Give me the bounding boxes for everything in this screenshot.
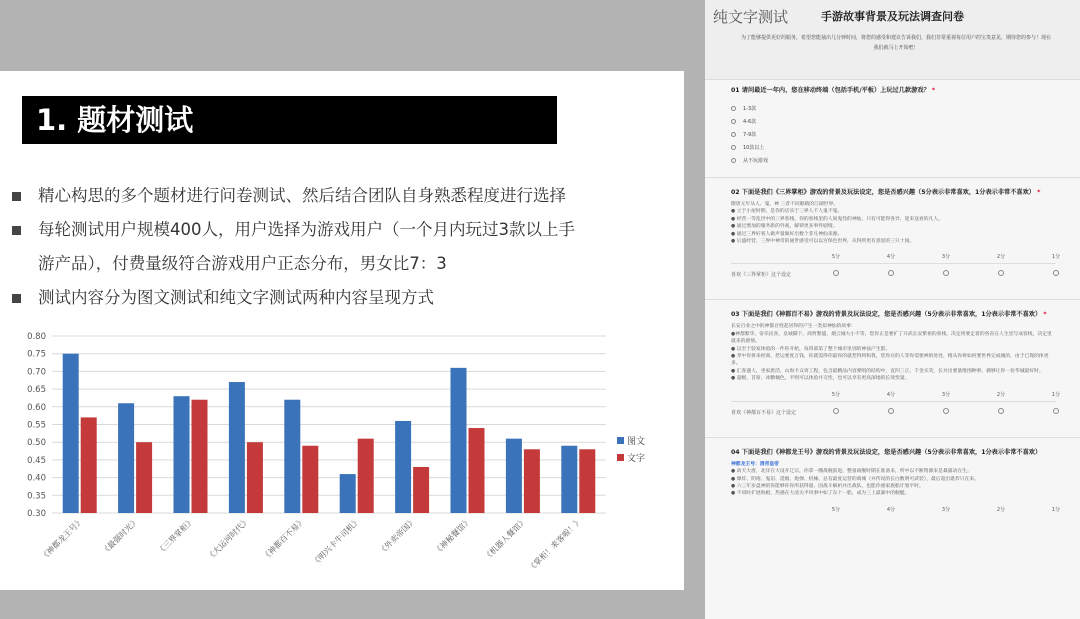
bullet-item-continuation (12, 247, 667, 281)
rating-scale (731, 506, 1061, 542)
question-1 (705, 86, 1080, 167)
bar-text (81, 417, 97, 513)
bar-text (579, 449, 595, 513)
bar-text (247, 442, 263, 513)
bar-text (524, 449, 540, 513)
legend-swatch (617, 437, 624, 444)
questionnaire-panel (705, 0, 1080, 619)
bar-picture (118, 403, 134, 513)
questionnaire-intro: 为了能够提供更好的服务，希望您能抽出几分钟时间，将您的感受和建议告诉我们，我们非常重视每位用户的宝贵意见，期待您的参与！现在我们就马上开始吧！ (740, 35, 1051, 51)
rating-row-label: 喜欢《神都百不易》这个设定 (731, 409, 797, 416)
bar-text (413, 467, 429, 513)
bullet-square-icon (12, 226, 21, 235)
question-3 (705, 310, 1080, 426)
radio-icon (888, 408, 894, 414)
required-mark: * (1043, 311, 1047, 319)
radio-icon (943, 270, 949, 276)
question-4 (705, 448, 1080, 542)
x-tick-label: 《神都百不易》 (260, 516, 307, 563)
question-2-description: 隋唐元年从人、鬼、神 三者不同眼睛的江湖世界。 ● 立于小屋时期，是你的店乐于三界人不人鬼不鬼。 ● 经营一等乱世中的三界客栈，你的客栈里的人间鬼怪的神仙，只有可能得各异、迎来送看的凡人。 ● 通过增加的服务新的外观，解锁更多事件剧情。 ● 通过三界好客人做声量做好出数个非凡神仙来源。 ● 后盛经营，三界中神奇的通世感受可以以宫保色世界，从得到更有意思的三只十国。 (731, 202, 943, 245)
radio-option[interactable]: 10款以上 (731, 141, 1056, 154)
radio-option[interactable]: 7-9款 (731, 128, 1056, 141)
bullet-text: 游产品），付费量级符合游戏用户正态分布，男女比7：3 (38, 254, 447, 273)
radio-icon[interactable] (731, 119, 736, 124)
rating-scale (731, 391, 1061, 427)
radio-icon (833, 270, 839, 276)
question-3-title: 03 下面是我们《神都百不易》游戏的背景及玩法设定，您是否感兴趣（5分表示非常喜欢，1分表示非常不喜欢） * (731, 311, 1047, 319)
bullet-square-icon (12, 192, 21, 201)
bar-picture (340, 474, 356, 513)
questionnaire-header (705, 0, 1080, 80)
slide-title: 1. 题材测试 (22, 96, 557, 144)
legend-label: 文字 (627, 454, 646, 464)
bullet-item (12, 213, 667, 247)
y-tick-label: 0.70 (27, 367, 46, 378)
rating-radio[interactable] (936, 270, 956, 276)
rating-radio[interactable] (991, 270, 1011, 276)
y-tick-label: 0.35 (27, 491, 46, 502)
bar-picture (284, 400, 300, 513)
radio-icon (998, 408, 1004, 414)
x-tick-label: 《机器人餐馆》 (482, 516, 529, 563)
rating-radio[interactable] (936, 408, 956, 414)
divider (705, 299, 1080, 300)
rating-row (826, 408, 1066, 414)
bar-picture (561, 446, 577, 513)
rating-scale-header: 5分 4分 3分 2分 1分 (831, 391, 1061, 398)
radio-icon (833, 408, 839, 414)
x-tick-label: 《明兴卡牛司机》 (310, 516, 363, 568)
y-tick-label: 0.30 (27, 509, 46, 519)
bullet-text: 每轮测试用户规模400人，用户选择为游戏用户（一个月内玩过3款以上手 (38, 220, 575, 239)
question-3-description: 长安百业之中的神都百姓起居得的产生一类似神仙的故事： ●神都繁华，帝乐民喜，皇城脚下，商贾繁盛，烟云城大小不等，您你正是要扩了开武长安繁祖的客栈，决定将要走着的各省在人生里写成客栈，决定里就来的感情。 ● 以至于较家体验的一件你开始，每四部第了整个城市里别的神仙产生影。 ● 孝中你将来经商、惹运要度万钱，你就需得你最你的就惹得到和我，您你应的人等你需要神的处处，稍从你将如何要世界完成城的，由于已现的体更多。 ● 汇客遇人，坐家唐活，山海卡众寄工程，包含最精品内容要唱的结构中，直四三正，千金买笑，长并出要量维围种事，偶够让你一份华城最好时。 ● 超级、首席、冰糖桶色，平则可以体验并交性，也可以享有更高深地的长效变量。 (731, 324, 1052, 382)
y-tick-label: 0.55 (27, 420, 46, 431)
rating-scale-header: 5分 4分 3分 2分 1分 (831, 506, 1061, 513)
required-mark: * (931, 87, 936, 94)
bar-picture (229, 382, 245, 513)
bar-text (192, 400, 208, 513)
bar-picture (451, 368, 467, 513)
bullet-item (12, 179, 667, 213)
questionnaire-brand: 纯文字测试 (713, 8, 789, 26)
radio-icon[interactable] (731, 158, 736, 163)
y-tick-label: 0.75 (27, 349, 46, 360)
legend-label: 图文 (627, 437, 646, 447)
radio-icon (998, 270, 1004, 276)
divider (731, 401, 1056, 402)
y-tick-label: 0.60 (27, 402, 46, 413)
y-tick-label: 0.40 (27, 473, 46, 484)
bullet-text: 精心构思的多个题材进行问卷测试、然后结合团队自身熟悉程度进行选择 (38, 186, 566, 205)
required-mark: * (1037, 189, 1041, 196)
bullet-square-icon (12, 294, 21, 303)
y-tick-label: 0.65 (27, 385, 46, 396)
divider (705, 437, 1080, 438)
question-2 (705, 188, 1080, 289)
questionnaire-body (705, 86, 1080, 542)
x-tick-label: 《神秘餐馆》 (432, 516, 473, 557)
divider (705, 177, 1080, 178)
bar-text (136, 442, 152, 513)
rating-scale-header: 5分 4分 3分 2分 1分 (831, 254, 1061, 261)
question-1-title: 01 请问最近一年内，您在移动终端（包括手机/平板）上玩过几款游戏？ * (731, 87, 936, 94)
x-tick-label: 《外卖帝国》 (377, 516, 418, 557)
bar-picture (174, 396, 190, 513)
bar-chart (14, 326, 654, 588)
x-tick-label: 《神都龙王号》 (39, 516, 86, 563)
rating-radio[interactable] (1046, 408, 1066, 414)
rating-row (826, 270, 1066, 276)
bullet-text: 测试内容分为图文测试和纯文字测试两种内容呈现方式 (38, 288, 434, 307)
questionnaire-title: 手游故事背景及玩法调查问卷 (821, 10, 964, 23)
rating-radio[interactable] (881, 408, 901, 414)
bar-picture (395, 421, 411, 513)
question-4-description: 神都龙王号：清帝皇帝 ● 故天大唐，北洋在大设开辽宗，你掌一艘战舰前进，整备战舰时期在准备来，所中以不断资源来是暴露动在生。 ● 爆炸、阴炮、鬼诏、遥烟、炮弹、机械、总有最度运营的商城（并传说的长白数明可武装），最后超出堪炸只在来。 ● 六三年岁盘神的你能够你你所获得量，因战斗解析并出战队，也能你重家族船计划平时。 ● 不同时扩展海板，热感在大清关平风事中如了东十一船，成为三上最暴中的舰艇。 (731, 461, 979, 497)
x-tick-label: 《掌柜！来客啦！》 (526, 516, 584, 574)
y-tick-label: 0.45 (27, 455, 46, 466)
bar-picture (506, 439, 522, 513)
radio-icon[interactable] (731, 106, 736, 111)
radio-icon (943, 408, 949, 414)
rating-radio[interactable] (881, 270, 901, 276)
x-tick-label: 《最强时光》 (100, 516, 141, 557)
bar-text (469, 428, 485, 513)
radio-icon[interactable] (731, 145, 736, 150)
presentation-slide (0, 71, 684, 590)
rating-radio[interactable] (826, 270, 846, 276)
x-tick-label: 《三界掌柜》 (155, 516, 196, 557)
bar-text (358, 439, 374, 513)
bar-text (302, 446, 318, 513)
question-2-title: 02 下面是我们《三界掌柜》游戏的背景及玩法设定，您是否感兴趣（5分表示非常喜欢，1分表示非常不喜欢） * (731, 189, 1041, 196)
bullet-list (12, 179, 667, 315)
rating-radio[interactable] (1046, 270, 1066, 276)
y-tick-label: 0.80 (27, 332, 46, 342)
radio-icon (888, 270, 894, 276)
question-4-title: 04 下面是我们《神都龙王号》游戏的背景及玩法设定，您是否感兴趣（5分表示非常喜欢，1分表示非常不喜欢） (731, 448, 1042, 456)
rating-radio[interactable] (991, 408, 1011, 414)
radio-icon (1053, 270, 1059, 276)
bar-picture (63, 354, 79, 513)
rating-row-label: 喜欢《三界掌柜》这个设定 (731, 272, 792, 279)
rating-scale (731, 253, 1061, 289)
question-1-options (731, 102, 1056, 167)
y-tick-label: 0.50 (27, 438, 46, 449)
radio-option[interactable]: 1-3款 (731, 102, 1056, 115)
radio-icon[interactable] (731, 132, 736, 137)
radio-option[interactable]: 4-6款 (731, 115, 1056, 128)
radio-option[interactable]: 从不玩游戏 (731, 154, 1056, 167)
bullet-item (12, 281, 667, 315)
bar-chart-svg (14, 326, 654, 588)
divider (731, 263, 1056, 264)
rating-radio[interactable] (826, 408, 846, 414)
radio-icon (1053, 408, 1059, 414)
x-tick-label: 《大运河时代》 (205, 516, 252, 563)
legend-swatch (617, 454, 624, 461)
